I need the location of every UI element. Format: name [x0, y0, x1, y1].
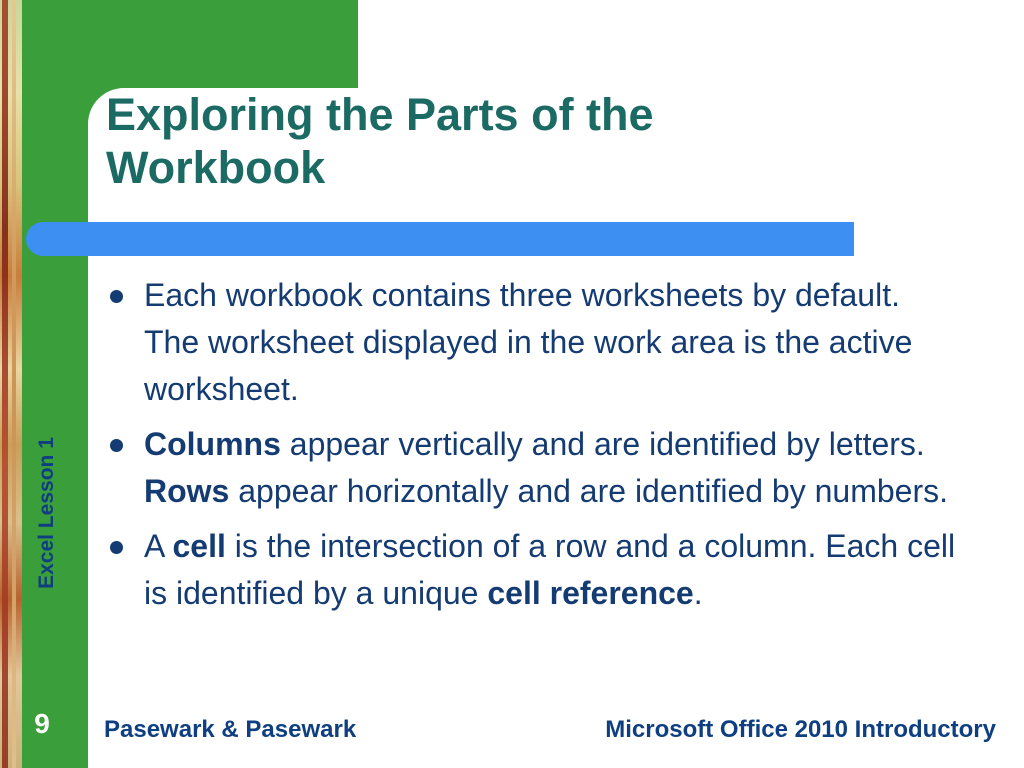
slide-title: Exploring the Parts of the Workbook: [106, 89, 654, 193]
side-label-container: [27, 408, 67, 618]
bullet-item: [106, 421, 956, 515]
bullet-text: is the intersection of a row and a column. Each cell is identified by a unique: [144, 528, 956, 611]
bullet-text: A: [144, 528, 173, 564]
footer-course: Microsoft Office 2010 Introductory: [605, 716, 996, 743]
green-side-band: [22, 0, 88, 768]
term-columns: Columns: [144, 426, 281, 462]
footer-author: Pasewark & Pasewark: [104, 716, 357, 743]
bullet-dot-icon: [110, 290, 123, 303]
title-underline-bar: [26, 222, 854, 256]
bullet-text: .: [693, 575, 703, 611]
bullet-text: appear vertically and are identified by letters.: [280, 426, 925, 462]
bullet-text: appear horizontally and are identified by numbers.: [229, 473, 948, 509]
bullet-dot-icon: [110, 541, 123, 554]
green-top-band: [22, 0, 358, 88]
bullet-item: [106, 523, 956, 617]
term-cell: cell: [172, 528, 226, 564]
bullet-dot-icon: [110, 439, 123, 452]
lesson-side-label: Excel Lesson 1: [35, 437, 58, 589]
decorative-image-strip: [0, 0, 22, 768]
term-rows: Rows: [144, 473, 230, 509]
bullet-text: Each workbook contains three worksheets by default. The worksheet displayed in the work area is the active worksheet.: [144, 277, 913, 407]
bullet-list: [106, 272, 956, 625]
page-number: 9: [34, 708, 50, 739]
term-cell-reference: cell reference: [487, 575, 694, 611]
bullet-item: [106, 272, 956, 413]
